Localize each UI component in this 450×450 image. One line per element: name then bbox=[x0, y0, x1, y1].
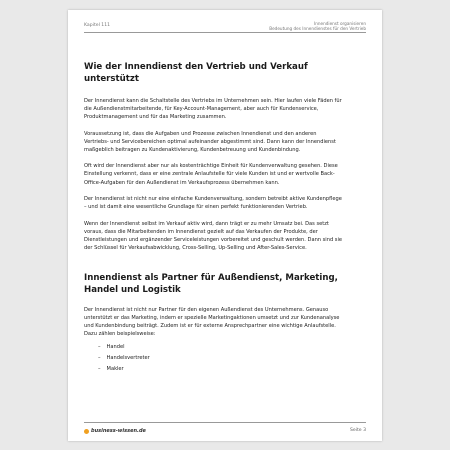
page-number: Seite 3 bbox=[349, 428, 366, 433]
section-1-paragraph-3: Oft wird der Innendienst aber nur als kostenträchtige Einheit für Kundenverwaltung gesehen. Diese Einstellung verkennt, dass er eine zentrale Anlaufstelle für viele Kunden ist und er wertvolle Back-Office-Aufgaben für den Außendienst im Verkaufsprozess übernehmen kann. bbox=[84, 163, 338, 186]
brand-dot-icon bbox=[84, 429, 89, 434]
header-titles bbox=[269, 21, 366, 31]
brand-name: business-wissen.de bbox=[91, 428, 146, 434]
header-divider bbox=[84, 32, 366, 33]
header-section: Innendienst organisieren bbox=[313, 21, 366, 26]
partner-list bbox=[84, 342, 342, 375]
list-item: – Makler bbox=[98, 364, 342, 375]
page-content bbox=[84, 61, 342, 375]
section-1-paragraph-1: Der Innendienst kann die Schaltstelle des Vertriebs im Unternehmen sein. Hier laufen viele Fäden für die Außendienstmitarbeitende, für Key-Account-Management, aber auch für Kundenservice, Produktmanagement und für das Marketing zusammen. bbox=[84, 98, 342, 121]
document-page bbox=[68, 10, 382, 441]
list-item: – Handelsvertreter bbox=[98, 353, 342, 364]
section-1-paragraph-4: Der Innendienst ist nicht nur eine einfache Kundenverwaltung, sondern betreibt aktive Kundenpflege – und ist damit eine wesentliche Grundlage für einen perfekt funktionierenden Vertrieb. bbox=[84, 196, 342, 211]
header-subsection: Bedeutung des Innendienstes für den Vertrieb bbox=[269, 26, 366, 32]
section-1-paragraph-2: Voraussetzung ist, dass die Aufgaben und Prozesse zwischen Innendienst und den anderen Vertriebs- und Servicebereichen optimal aufeinander abgestimmt sind. Dann kann der Innendienst maßgeblich beitragen zu Kundenaktivierung, Kundenbetreuung und Kundenbindung. bbox=[84, 130, 336, 153]
section-1-heading: Wie der Innendienst den Vertrieb und Verkauf unterstützt bbox=[84, 62, 308, 84]
footer-divider bbox=[84, 422, 366, 423]
section-1-paragraph-5: Wenn der Innendienst selbst im Verkauf aktiv wird, dann trägt er zu mehr Umsatz bei. Das setzt voraus, dass die Mitarbeitenden im Innendienst gezielt auf das Verkaufen der Produkte, der Dienstleistungen und ergänzender Serviceleistungen vorbereitet und geschult werden. Dann sind sie der Schlüssel für Verkaufsabwicklung, Cross-Selling, Up-Selling und After-Sales-Service. bbox=[84, 220, 342, 251]
section-2-paragraph: Der Innendienst ist nicht nur Partner für den eigenen Außendienst des Unternehmens. Genauso unterstützt er das Marketing, indem er spezielle Marketingaktionen umsetzt und zur Kundenanalyse und Kundenbindung beiträgt. Zudem ist er für externe Ansprechpartner eine wichtige Anlaufstelle. Dazu zählen beispielsweise: bbox=[84, 306, 340, 338]
list-item: – Handel bbox=[98, 342, 342, 353]
footer-brand bbox=[84, 428, 146, 434]
section-2-heading: Innendienst als Partner für Außendienst, Marketing, Handel und Logistik bbox=[84, 272, 338, 295]
header-chapter: Kapitel 111 bbox=[84, 23, 111, 28]
